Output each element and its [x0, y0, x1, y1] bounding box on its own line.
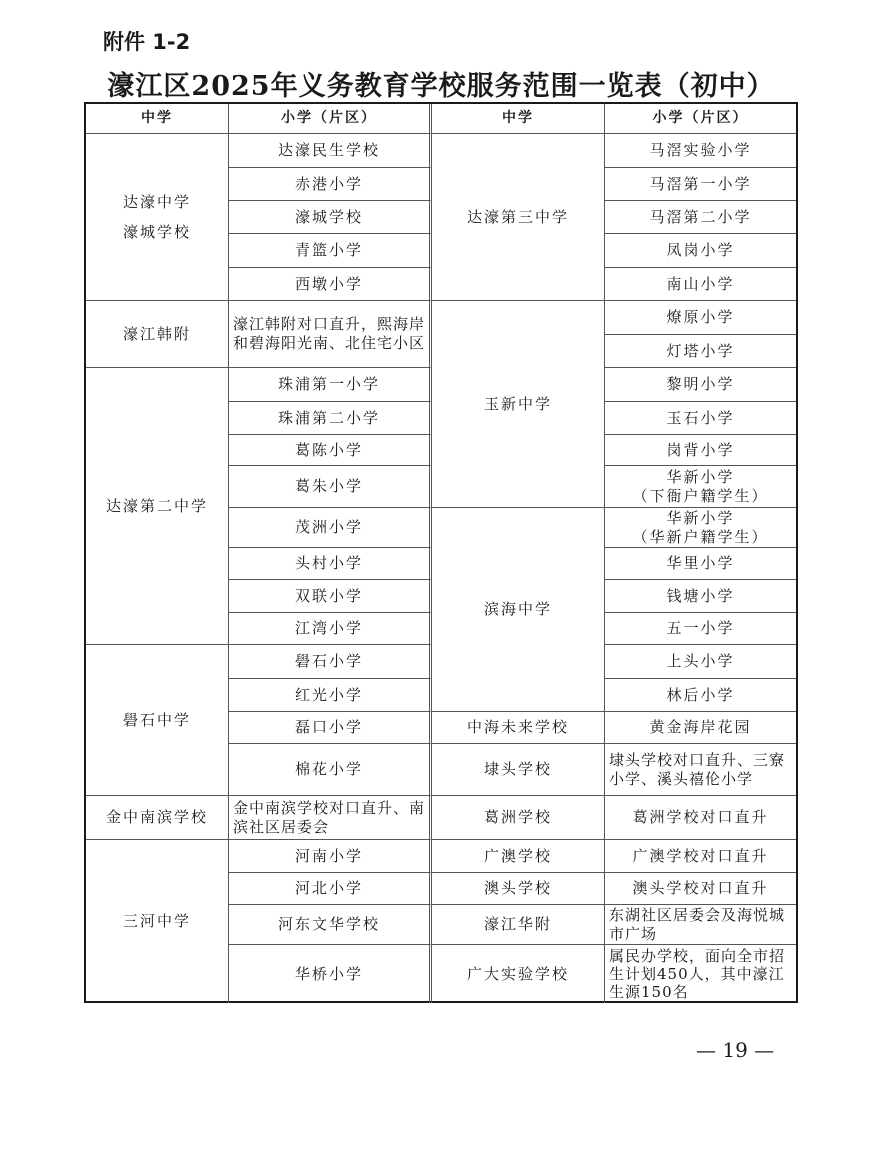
primary-school: 棉花小学: [229, 744, 432, 796]
primary-school: 五一小学: [605, 613, 796, 645]
primary-school: 华新小学 （下衙户籍学生）: [605, 466, 796, 508]
primary-school: 河南小学: [229, 840, 432, 873]
primary-school: 茂洲小学: [229, 508, 432, 548]
middle-school: 濠江韩附: [86, 301, 229, 368]
middle-school: 中海未来学校: [432, 712, 605, 744]
primary-school: 河东文华学校: [229, 905, 432, 945]
primary-school: 江湾小学: [229, 613, 432, 645]
primary-school: 双联小学: [229, 580, 432, 613]
primary-school: 磊口小学: [229, 712, 432, 744]
primary-school: 濠江韩附对口直升，熙海岸和碧海阳光南、北住宅小区: [229, 301, 432, 368]
primary-school: 葛洲学校对口直升: [605, 796, 796, 840]
primary-school: 属民办学校，面向全市招生计划450人，其中濠江生源150名: [609, 947, 786, 1001]
primary-school: 头村小学: [229, 548, 432, 580]
primary-school: 河北小学: [229, 873, 432, 905]
page-title: 濠江区2025年义务教育学校服务范围一览表（初中）: [107, 71, 775, 102]
primary-school: 上头小学: [605, 645, 796, 679]
header-primary-2: 小学（片区）: [605, 104, 796, 134]
primary-school: 赤港小学: [229, 168, 432, 201]
primary-school: 燎原小学: [605, 301, 796, 335]
header-middle-2: 中学: [432, 104, 605, 134]
middle-school: 广大实验学校: [432, 945, 605, 1003]
primary-school: 埭头学校对口直升、三寮小学、溪头禧伦小学: [605, 744, 796, 796]
primary-school: 青篮小学: [229, 234, 432, 268]
primary-school: 马滘第二小学: [605, 201, 796, 234]
primary-school: 华新小学 （华新户籍学生）: [605, 508, 796, 548]
middle-school: 达濠中学 濠城学校: [86, 134, 229, 301]
primary-school: 澳头学校对口直升: [605, 873, 796, 905]
middle-school: 金中南滨学校: [86, 796, 229, 840]
primary-school: 达濠民生学校: [229, 134, 432, 168]
primary-school: 钱塘小学: [605, 580, 796, 613]
middle-school: 三河中学: [86, 840, 229, 1003]
middle-school: 达濠第二中学: [86, 368, 229, 645]
primary-school: 凤岗小学: [605, 234, 796, 268]
middle-school: 礐石中学: [86, 645, 229, 796]
primary-school: 东湖社区居委会及海悦城市广场: [605, 905, 796, 945]
attachment-label: 附件 1-2: [103, 30, 191, 54]
middle-school: 达濠第三中学: [432, 134, 605, 301]
middle-school: 广澳学校: [432, 840, 605, 873]
primary-school: 华桥小学: [229, 945, 432, 1003]
primary-school: 西墩小学: [229, 268, 432, 301]
header-primary-1: 小学（片区）: [229, 104, 432, 134]
primary-school: 玉石小学: [605, 402, 796, 435]
primary-school: 黄金海岸花园: [605, 712, 796, 744]
primary-school: 灯塔小学: [605, 335, 796, 368]
primary-school: 林后小学: [605, 679, 796, 712]
middle-school: 澳头学校: [432, 873, 605, 905]
primary-school: 珠浦第一小学: [229, 368, 432, 402]
primary-school: 红光小学: [229, 679, 432, 712]
primary-school: 葛朱小学: [229, 466, 432, 508]
primary-school: 马滘第一小学: [605, 168, 796, 201]
primary-school: 马滘实验小学: [605, 134, 796, 168]
primary-school: 葛陈小学: [229, 435, 432, 466]
middle-school: 葛洲学校: [432, 796, 605, 840]
primary-school: 广澳学校对口直升: [605, 840, 796, 873]
primary-school: 南山小学: [605, 268, 796, 301]
header-middle-1: 中学: [86, 104, 229, 134]
primary-school: 珠浦第二小学: [229, 402, 432, 435]
middle-school: 濠江华附: [432, 905, 605, 945]
service-area-table: [84, 102, 798, 1003]
page-number: — 19 —: [696, 1038, 775, 1062]
primary-school: 黎明小学: [605, 368, 796, 402]
middle-school: 埭头学校: [432, 744, 605, 796]
primary-school: 礐石小学: [229, 645, 432, 679]
middle-school: 玉新中学: [432, 301, 605, 508]
primary-school: 濠城学校: [229, 201, 432, 234]
middle-school: 滨海中学: [432, 508, 605, 712]
primary-school: 岗背小学: [605, 435, 796, 466]
primary-school: 华里小学: [605, 548, 796, 580]
primary-school: 金中南滨学校对口直升、南滨社区居委会: [229, 796, 432, 840]
